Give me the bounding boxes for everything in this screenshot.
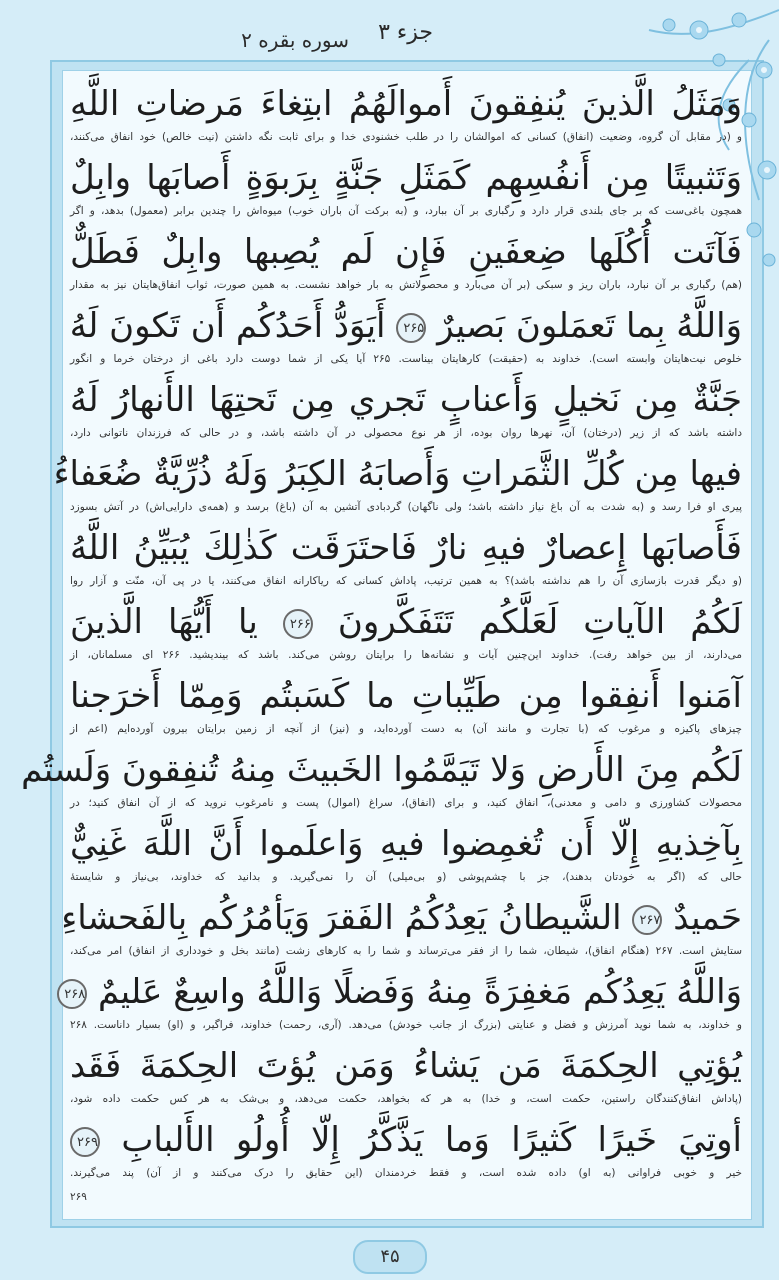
arabic-segment: أَيَوَدُّ أَحَدُكُم أَن تَكونَ لَهُ — [69, 306, 386, 346]
verse-line — [70, 230, 742, 304]
translation-text: پیری او فرا رسد و (به شدت به آن باغ نیاز داشته باشد؛ ولی ناگهان) گردبادی آتشین به آن (باغ) برسد و (همه‌ی دارایی‌اش) در آتش بسوزد — [70, 501, 742, 513]
verse-line — [70, 822, 742, 896]
page-number-badge: ۴۵ — [353, 1240, 427, 1274]
arabic-text — [61, 896, 742, 944]
ayah-number-marker: ۲۶۷ — [632, 905, 662, 935]
translation-text: همچون باغی‌ست که بر جای بلندی قرار دارد و رگباری بر آن ببارد، و (به برکت آن باران خوب) میوه‌اش را چندین برابر (معمول) بدهد، و اگر — [70, 205, 742, 217]
translation-text: خلوص نیت‌هایتان وابسته است). خداوند به (حقیقت) کارهایتان بیناست. ۲۶۵ آیا یکی از شما دوست دارد باغی از درختان خرما و انگور — [70, 353, 743, 365]
arabic-text: فَأَصابَها إِعصارٌ فيهِ نارٌ فَاحتَرَقَت كَذٰلِكَ يُبَيِّنُ اللَّهُ — [70, 528, 742, 568]
arabic-text: فيها مِن كُلِّ الثَّمَراتِ وَأَصابَهُ الكِبَرُ وَلَهُ ذُرِّيَّةٌ ضُعَفاءُ — [53, 454, 742, 494]
arabic-segment: الشَّيطانُ يَعِدُكُمُ الفَقرَ وَيَأمُرُكُم بِالفَحشاءِ — [61, 898, 622, 938]
arabic-text — [64, 970, 742, 1018]
verse-line — [70, 156, 742, 230]
arabic-segment: أوتِيَ خَيرًا كَثيرًا وَما يَذَّكَّرُ إِلّا أُولُو الأَلبابِ — [121, 1120, 742, 1160]
arabic-text: يُؤتِي الحِكمَةَ مَن يَشاءُ وَمَن يُؤتَ الحِكمَةَ فَقَد — [70, 1046, 742, 1086]
ayah-number-marker: ۲۶۵ — [396, 313, 426, 343]
translation-text: و (در مقابل آن گروه، وضعیت (انفاق) کسانی که اموالشان را در طلب خشنودی خدا و برای ثابت نگه داشتن (نیت خالص) خود انفاق می‌کنند، — [70, 131, 742, 143]
arabic-segment: يا أَيُّهَا الَّذينَ — [70, 602, 258, 642]
translation-text: چیزهای پاکیزه و مرغوب که (با تجارت و مانند آن) به دست آورده‌اید، و (نیز) از آنچه از زمین برایتان بیرون آورده‌ایم (اعم از — [70, 723, 742, 735]
arabic-text — [70, 304, 742, 352]
arabic-segment: لَكُمُ الآياتِ لَعَلَّكُم تَتَفَكَّرونَ — [337, 602, 743, 642]
ayah-number-marker: ۲۶۶ — [283, 609, 313, 639]
arabic-text: وَمَثَلُ الَّذينَ يُنفِقونَ أَموالَهُمُ ابتِغاءَ مَرضاتِ اللَّهِ — [70, 84, 742, 124]
arabic-text: آمَنوا أَنفِقوا مِن طَيِّباتِ ما كَسَبتُم وَمِمّا أَخرَجنا — [70, 676, 742, 716]
verse-line — [53, 452, 742, 526]
verse-line — [70, 1044, 742, 1118]
translation-text: حالی که (اگر به خودتان بدهند)، جز با چشم‌پوشی (و بی‌میلی) آن را نمی‌گیرید. و بدانید که خداوند، بی‌نیاز و شایستهٔ — [70, 871, 742, 883]
verse-line — [70, 674, 742, 748]
surah-label: سوره بقره ۲ — [241, 28, 349, 52]
verse-line — [70, 82, 742, 156]
translation-text: (هم) رگباری بر آن نبارد، باران ریز و سبکی (بر آن می‌بارد و محصولاتش به بار خواهد نشست. به همین صورت، ثواب انفاق‌هایتان نیز به مقدار — [70, 279, 742, 291]
verse-line — [70, 1118, 742, 1192]
arabic-segment: حَميدٌ — [673, 898, 742, 938]
translation-text: ستایش است. ۲۶۷ (هنگام انفاق)، شیطان، شما را از فقر می‌ترساند و شما را به کارهای زشت (مانند بخل و خودداری از انفاق) امر می‌کند، — [70, 945, 743, 957]
verse-line — [70, 600, 742, 674]
arabic-segment: وَاللَّهُ بِما تَعمَلونَ بَصيرٌ — [437, 306, 742, 346]
arabic-segment: وَاللَّهُ يَعِدُكُم مَغفِرَةً مِنهُ وَفَضلًا وَاللَّهُ واسِعٌ عَليمٌ — [97, 972, 742, 1012]
arabic-text: بِآخِذيهِ إِلّا أَن تُغمِضوا فيهِ وَاعلَموا أَنَّ اللَّهَ غَنِيٌّ — [70, 824, 742, 864]
juz-label: جزء ۳ — [378, 20, 433, 45]
arabic-text: وَتَثبيتًا مِن أَنفُسِهِم كَمَثَلِ جَنَّةٍ بِرَبوَةٍ أَصابَها وابِلٌ — [70, 158, 742, 198]
verse-line — [70, 304, 742, 378]
arabic-text: لَكُم مِنَ الأَرضِ وَلا تَيَمَّمُوا الخَبيثَ مِنهُ تُنفِقونَ وَلَستُم — [21, 750, 742, 790]
translation-text: می‌دارند، از بین خواهد رفت). خداوند این‌چنین آیات و نشانه‌ها را برایتان روشن می‌کند. باشد که بیندیشید. ۲۶۶ ای مسلمانان، از — [70, 649, 742, 661]
arabic-text: جَنَّةٌ مِن نَخيلٍ وَأَعنابٍ تَجري مِن تَحتِهَا الأَنهارُ لَهُ — [70, 380, 742, 420]
verse-lines — [21, 82, 743, 1206]
translation-text: محصولات کشاورزی و دامی و معدنی)، انفاق کنید، و برای (انفاق)، سراغ (اموال) پست و نامرغوب نروید که از آن انفاق کنید؛ در — [70, 797, 742, 809]
arabic-text — [70, 600, 742, 648]
translation-text: (پاداش انفاق‌کنندگان راستین، حکمت است، و خدا) به هر که بخواهد، حکمت می‌دهد، و بی‌شک به هر کس حکمت داده شود، — [70, 1093, 742, 1105]
arabic-text: فَآتَت أُكُلَها ضِعفَينِ فَإِن لَم يُصِبها وابِلٌ فَطَلٌّ — [70, 232, 742, 272]
arabic-text — [70, 1118, 742, 1166]
translation-text: (و دیگر قدرت بازسازی آن را هم نداشته باشد)؟ به همین ترتیب، پاداش کسانی که ریاکارانه انفاق می‌کنند، یا در پی آن، منّت و آزار روا — [70, 575, 742, 587]
verse-line — [61, 896, 743, 970]
footer-verse-number: ۲۶۹ — [70, 1191, 87, 1203]
verse-line — [70, 378, 742, 452]
ayah-number-marker: ۲۶۹ — [70, 1127, 100, 1157]
translation-text: داشته باشد که از زیر (درختان) آن، نهرها روان بوده، از هر نوع محصولی در آن داشته باشد، و در حالی که فرزندان ناتوانی دارد، — [70, 427, 742, 439]
page-header — [0, 18, 779, 58]
verse-line — [64, 970, 742, 1044]
translation-text: خیر و خوبی فراوانی (به او) داده شده است، و فقط خردمندان (این حقایق را درک می‌کنند و از آن) پند می‌گیرند. — [70, 1167, 742, 1179]
verse-line — [21, 748, 742, 822]
verse-line — [70, 526, 742, 600]
page-number — [340, 1240, 440, 1276]
ayah-number-marker: ۲۶۸ — [57, 979, 87, 1009]
translation-text: و خداوند، به شما نوید آمرزش و فضل و عنایتی (بزرگ از جانب خودش) می‌دهد. (آری، رحمت) خداوند، فراگیر، و (او) بسیار داناست. ۲۶۸ — [70, 1019, 742, 1031]
